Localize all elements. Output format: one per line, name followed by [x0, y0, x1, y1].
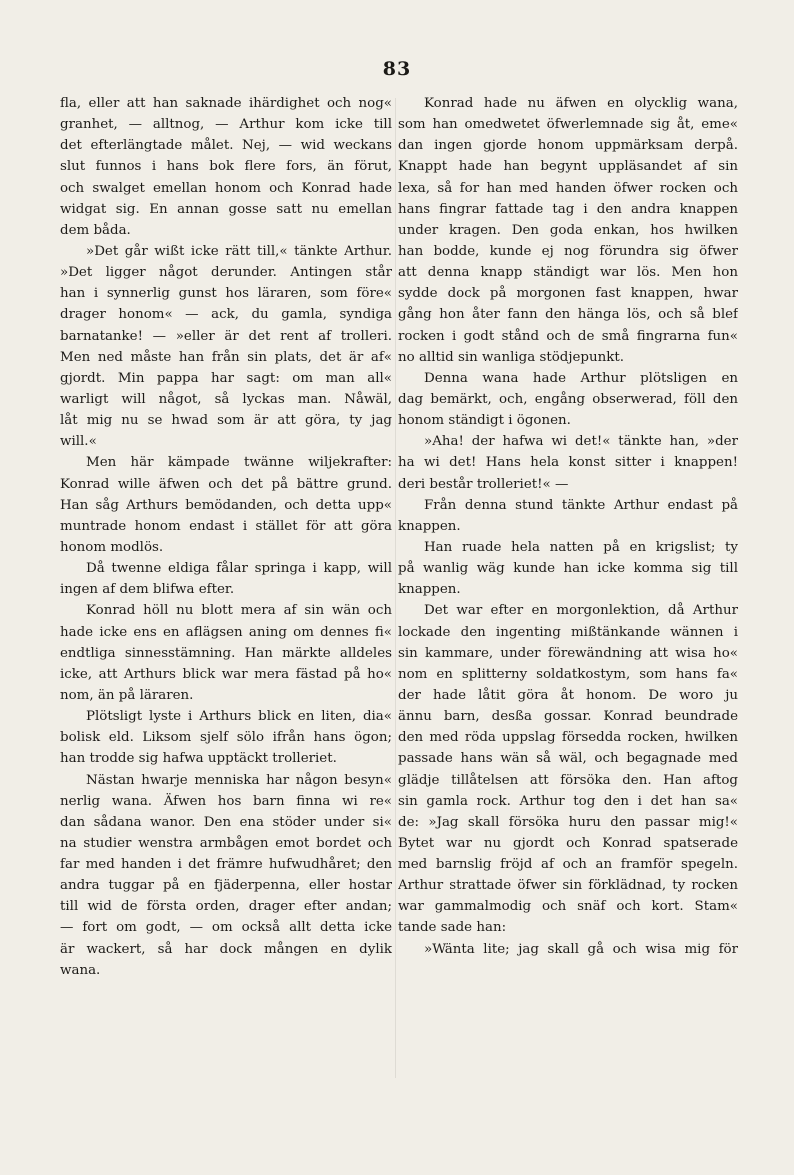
text-line: Denna wana hade Arthur plötsligen en — [424, 370, 738, 386]
text-line: låt mig nu se hwad som är att göra, ty jag — [60, 413, 392, 429]
text-line: Från denna stund tänkte Arthur endast på — [424, 497, 738, 513]
text-line: på wanlig wäg kunde han icke komma sig till — [398, 561, 738, 577]
page-number: 83 — [382, 58, 412, 80]
text-line: är wackert, så har dock mången en dylik — [60, 941, 392, 957]
text-line: att denna knapp ständigt war lös. Men hon — [398, 265, 738, 281]
text-line: Plötsligt lyste i Arthurs blick en liten, dia« — [86, 709, 392, 725]
text-line: Bytet war nu gjordt och Konrad spatserade — [398, 835, 738, 851]
text-line: widgat sig. En annan gosse satt nu emellan — [60, 201, 392, 217]
text-line: — fort om godt, — om också allt detta icke — [60, 920, 392, 936]
text-line: Han såg Arthurs bemödanden, och detta upp« — [60, 497, 392, 513]
text-line: nom en splitterny soldatkostym, som hans fa« — [398, 666, 738, 682]
column-rule — [395, 98, 396, 1078]
text-line: Konrad hade nu äfwen en olycklig wana, — [424, 96, 738, 111]
text-line: andra tuggar på en fjäderpenna, eller hostar — [60, 878, 392, 894]
text-line: det efterlängtade målet. Nej, — wid weckans — [60, 138, 392, 154]
text-line: muntrade honom endast i stället för att göra — [60, 518, 392, 534]
text-line: wana. — [60, 962, 101, 978]
text-line: »Wänta lite; jag skall gå och wisa mig för — [424, 941, 738, 957]
text-line: knappen. — [398, 518, 461, 534]
text-line: med barnslig fröjd af och an framför spegeln. — [398, 857, 738, 873]
text-line: »Aha! der hafwa wi det!« tänkte han, »der — [424, 434, 738, 450]
text-line: Det war efter en morgonlektion, då Arthur — [424, 603, 738, 619]
text-line: Men här kämpade twänne wiljekrafter: — [86, 455, 392, 471]
text-line: till wid de första orden, drager efter andan; — [60, 899, 392, 915]
text-line: glädje tillåtelsen att försöka den. Han aftog — [398, 772, 738, 788]
text-line: granhet, — alltnog, — Arthur kom icke till — [60, 117, 392, 133]
text-line: under kragen. Den goda enkan, hos hwilken — [398, 222, 738, 238]
text-line: tande sade han: — [398, 920, 507, 936]
text-line: bolisk eld. Liksom sjelf sölo ifrån hans ögon; — [60, 730, 392, 746]
text-line: den med röda uppslag försedda rocken, hwilken — [398, 730, 738, 746]
text-line: honom modlös. — [60, 539, 164, 555]
text-line: Men ned måste han från sin plats, det är af« — [60, 349, 392, 365]
text-line: Då twenne eldiga fålar springa i kapp, will — [86, 561, 392, 577]
text-line: na studier wenstra armbågen emot bordet och — [60, 835, 392, 851]
text-line: de: »Jag skall försöka huru den passar mig!« — [398, 814, 738, 830]
left-column — [60, 93, 392, 981]
text-line: och swalget emellan honom och Konrad hade — [60, 180, 392, 196]
text-line: no alltid sin wanliga stödjepunkt. — [398, 349, 624, 365]
text-line: sydde dock på morgonen fast knappen, hwar — [398, 286, 738, 302]
text-line: passade hans wän så wäl, och begagnade med — [398, 751, 738, 767]
text-line: dan ingen gjorde honom uppmärksam derpå. — [398, 138, 738, 154]
text-line: war gammalmodig och snäf och kort. Stam« — [398, 899, 738, 915]
text-line: warligt will något, så lyckas man. Nåwäl, — [60, 391, 392, 407]
text-line: han trodde sig hafwa upptäckt trolleriet. — [60, 751, 337, 767]
text-line: gång hon åter fann den hänga lös, och så blef — [398, 307, 738, 323]
text-line: Nästan hwarje menniska har någon besyn« — [86, 772, 392, 788]
text-line: han i synnerlig gunst hos läraren, som före« — [60, 286, 392, 302]
text-line: ingen af dem blifwa efter. — [60, 582, 235, 598]
text-line: Han ruade hela natten på en krigslist; ty — [424, 539, 738, 555]
text-line: lockade den ingenting mißtänkande wännen i — [398, 624, 738, 640]
text-line: sin kammare, under förewändning att wisa ho« — [398, 645, 738, 661]
text-line: knappen. — [398, 582, 461, 598]
text-line: nom, än på läraren. — [60, 687, 194, 703]
text-line: »Det ligger något derunder. Antingen står — [60, 265, 392, 281]
text-line: Konrad höll nu blott mera af sin wän och — [86, 603, 392, 619]
text-line: endtliga sinnesstämning. Han märkte alldeles — [60, 645, 392, 661]
text-line: Arthur strattade öfwer sin förklädnad, ty rocken — [398, 878, 738, 894]
text-line: dem båda. — [60, 222, 131, 238]
text-line: Konrad wille äfwen och det på bättre grund. — [60, 476, 392, 492]
text-line: barnatanke! — »eller är det rent af trolleri. — [60, 328, 392, 344]
text-line: Knappt hade han begynt uppläsandet af sin — [398, 159, 738, 175]
text-line: dag bemärkt, och, engång obserwerad, föll den — [398, 391, 738, 407]
text-line: ännu barn, desßa gossar. Konrad beundrade — [398, 709, 738, 725]
text-line: far med handen i det främre hufwudhåret; den — [60, 857, 392, 873]
text-line: sin gamla rock. Arthur tog den i det han sa« — [398, 793, 738, 809]
text-line: »Det går wißt icke rätt till,« tänkte Arthur. — [86, 243, 392, 259]
text-line: hade icke ens en aflägsen aning om dennes fi« — [60, 624, 392, 640]
text-line: will.« — [60, 434, 97, 450]
text-line: slut funnos i hans bok flere fors, än förut, — [60, 159, 392, 175]
text-line: ha wi det! Hans hela konst sitter i knappen! — [398, 455, 738, 471]
text-line: der hade låtit göra åt honom. De woro ju — [398, 687, 738, 703]
text-line: fla, eller att han saknade ihärdighet och nog« — [60, 96, 392, 111]
text-line: deri består trolleriet!« — — [398, 476, 569, 492]
text-line: icke, att Arthurs blick war mera fästad på ho« — [60, 666, 392, 682]
text-line: dan sådana wanor. Den ena stöder under si« — [60, 814, 392, 830]
text-line: han bodde, kunde ej nog förundra sig öfwer — [398, 243, 738, 259]
text-line: rocken i godt stånd och de små fingrarna fun« — [398, 328, 738, 344]
right-column — [398, 93, 738, 960]
text-line: hans fingrar fattade tag i den andra knappen — [398, 201, 738, 217]
text-line: som han omedwetet öfwerlemnade sig åt, eme« — [398, 117, 738, 133]
text-line: honom ständigt i ögonen. — [398, 413, 571, 429]
text-line: gjordt. Min pappa har sagt: om man all« — [60, 370, 392, 386]
text-line: lexa, så for han med handen öfwer rocken och — [398, 180, 738, 196]
text-line: drager honom« — ack, du gamla, syndiga — [60, 307, 392, 323]
text-line: nerlig wana. Äfwen hos barn finna wi re« — [60, 793, 392, 809]
